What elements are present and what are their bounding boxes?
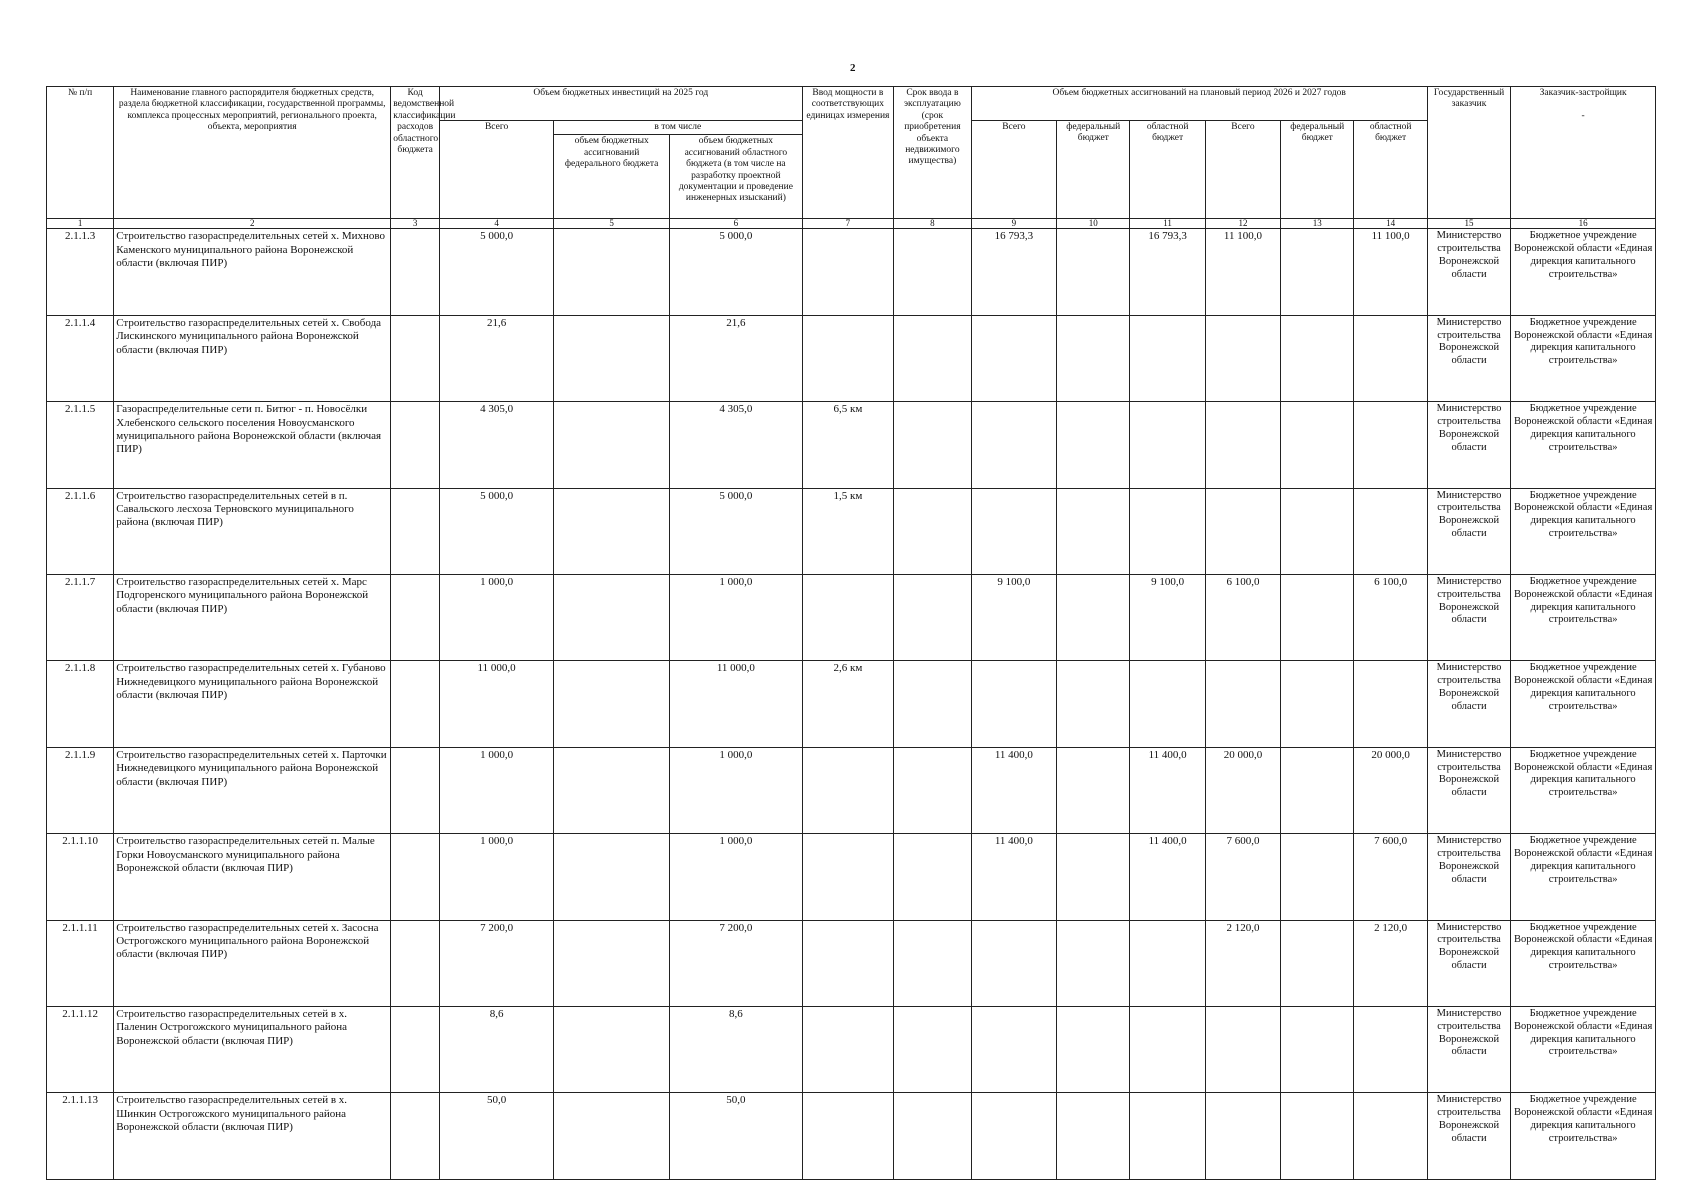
column-number: 14 — [1354, 219, 1427, 229]
capacity — [802, 1093, 894, 1180]
capacity — [802, 834, 894, 920]
row-number: 2.1.1.12 — [47, 1007, 114, 1093]
column-number: 2 — [114, 219, 391, 229]
fed-2026 — [1057, 747, 1130, 833]
reg-2026 — [1130, 1093, 1205, 1180]
total-2026: 11 400,0 — [971, 834, 1057, 920]
total-2026 — [971, 315, 1057, 401]
developer: Бюджетное учреждение Воронежской области «Единая дирекция капитального строительства» — [1511, 575, 1656, 661]
code-cell — [391, 747, 440, 833]
developer: Бюджетное учреждение Воронежской области «Единая дирекция капитального строительства» — [1511, 488, 1656, 574]
table-row — [47, 1007, 1656, 1093]
reg-2026: 11 400,0 — [1130, 834, 1205, 920]
fed-2027 — [1281, 575, 1354, 661]
reg-2027: 20 000,0 — [1354, 747, 1427, 833]
code-cell — [391, 315, 440, 401]
total-2026: 16 793,3 — [971, 229, 1057, 315]
total-2025: 1 000,0 — [440, 834, 554, 920]
customer: Министерство строительства Воронежской области — [1427, 229, 1511, 315]
reg-2025: 1 000,0 — [670, 575, 802, 661]
column-number: 8 — [894, 219, 971, 229]
column-number: 6 — [670, 219, 802, 229]
fed-2027 — [1281, 488, 1354, 574]
term — [894, 229, 971, 315]
code-cell — [391, 1093, 440, 1180]
header-customer: Государственный заказчик — [1427, 87, 1511, 219]
header-num: № п/п — [47, 87, 114, 219]
fed-2027 — [1281, 315, 1354, 401]
total-2027 — [1205, 1007, 1280, 1093]
total-2025: 1 000,0 — [440, 575, 554, 661]
column-number: 3 — [391, 219, 440, 229]
object-name: Строительство газораспределительных сетей п. Малые Горки Новоусманского муниципального района Воронежской области (включая ПИР) — [114, 834, 391, 920]
total-2026 — [971, 402, 1057, 488]
column-number: 1 — [47, 219, 114, 229]
reg-2027 — [1354, 1093, 1427, 1180]
column-number-row — [47, 219, 1656, 229]
column-number: 4 — [440, 219, 554, 229]
term — [894, 315, 971, 401]
term — [894, 488, 971, 574]
term — [894, 1093, 971, 1180]
row-number: 2.1.1.3 — [47, 229, 114, 315]
fed-2026 — [1057, 1007, 1130, 1093]
header-term: Срок ввода в эксплуатацию (срок приобретения объекта недвижимого имущества) — [894, 87, 971, 219]
total-2027 — [1205, 315, 1280, 401]
reg-2026: 9 100,0 — [1130, 575, 1205, 661]
fed-2025 — [554, 229, 670, 315]
investment-table — [46, 86, 1656, 1180]
reg-2025: 50,0 — [670, 1093, 802, 1180]
fed-2025 — [554, 402, 670, 488]
reg-2025: 21,6 — [670, 315, 802, 401]
object-name: Строительство газораспределительных сетей в х. Шинкин Острогожского муниципального района Воронежской области (включая ПИР) — [114, 1093, 391, 1180]
header-total-2025: Всего — [440, 121, 554, 219]
capacity — [802, 575, 894, 661]
row-number: 2.1.1.10 — [47, 834, 114, 920]
total-2025: 1 000,0 — [440, 747, 554, 833]
column-number: 5 — [554, 219, 670, 229]
fed-2027 — [1281, 229, 1354, 315]
header-developer-mark: - — [1581, 110, 1585, 121]
developer: Бюджетное учреждение Воронежской области «Единая дирекция капитального строительства» — [1511, 920, 1656, 1006]
reg-2027: 6 100,0 — [1354, 575, 1427, 661]
header-fed-2027: федеральный бюджет — [1281, 121, 1354, 219]
total-2025: 50,0 — [440, 1093, 554, 1180]
term — [894, 920, 971, 1006]
total-2025: 21,6 — [440, 315, 554, 401]
code-cell — [391, 488, 440, 574]
capacity — [802, 920, 894, 1006]
reg-2026 — [1130, 1007, 1205, 1093]
table-row — [47, 575, 1656, 661]
total-2026: 9 100,0 — [971, 575, 1057, 661]
capacity: 6,5 км — [802, 402, 894, 488]
total-2027: 20 000,0 — [1205, 747, 1280, 833]
table-row — [47, 402, 1656, 488]
reg-2025: 5 000,0 — [670, 488, 802, 574]
reg-2025: 4 305,0 — [670, 402, 802, 488]
page-number: 2 — [850, 62, 856, 74]
customer: Министерство строительства Воронежской области — [1427, 1093, 1511, 1180]
reg-2026 — [1130, 488, 1205, 574]
object-name: Газораспределительные сети п. Битюг - п. Новосёлки Хлебенского сельского поселения Новоусманского муниципального района Воронежской области (включая ПИР) — [114, 402, 391, 488]
fed-2026 — [1057, 488, 1130, 574]
customer: Министерство строительства Воронежской области — [1427, 834, 1511, 920]
fed-2025 — [554, 575, 670, 661]
row-number: 2.1.1.5 — [47, 402, 114, 488]
fed-2025 — [554, 1007, 670, 1093]
code-cell — [391, 402, 440, 488]
row-number: 2.1.1.11 — [47, 920, 114, 1006]
fed-2025 — [554, 834, 670, 920]
capacity — [802, 229, 894, 315]
fed-2025 — [554, 488, 670, 574]
code-cell — [391, 1007, 440, 1093]
total-2025: 7 200,0 — [440, 920, 554, 1006]
header-fed-2025: объем бюджетных ассигнований федерального бюджета — [554, 135, 670, 219]
row-number: 2.1.1.8 — [47, 661, 114, 747]
column-number: 11 — [1130, 219, 1205, 229]
reg-2025: 1 000,0 — [670, 834, 802, 920]
fed-2027 — [1281, 1093, 1354, 1180]
column-number: 9 — [971, 219, 1057, 229]
code-cell — [391, 834, 440, 920]
fed-2026 — [1057, 575, 1130, 661]
fed-2026 — [1057, 834, 1130, 920]
reg-2026 — [1130, 661, 1205, 747]
reg-2027 — [1354, 661, 1427, 747]
total-2027 — [1205, 488, 1280, 574]
column-number: 10 — [1057, 219, 1130, 229]
total-2025: 4 305,0 — [440, 402, 554, 488]
row-number: 2.1.1.7 — [47, 575, 114, 661]
header-total-2027: Всего — [1205, 121, 1280, 219]
header-code: Код ведомственной классификации расходов областного бюджета — [391, 87, 440, 219]
developer: Бюджетное учреждение Воронежской области «Единая дирекция капитального строительства» — [1511, 229, 1656, 315]
object-name: Строительство газораспределительных сетей х. Парточки Нижнедевицкого муниципального района Воронежской области (включая ПИР) — [114, 747, 391, 833]
total-2027 — [1205, 402, 1280, 488]
fed-2025 — [554, 1093, 670, 1180]
customer: Министерство строительства Воронежской области — [1427, 315, 1511, 401]
code-cell — [391, 229, 440, 315]
developer: Бюджетное учреждение Воронежской области «Единая дирекция капитального строительства» — [1511, 402, 1656, 488]
table-row — [47, 315, 1656, 401]
total-2026 — [971, 661, 1057, 747]
fed-2027 — [1281, 661, 1354, 747]
fed-2025 — [554, 315, 670, 401]
total-2026 — [971, 920, 1057, 1006]
object-name: Строительство газораспределительных сетей х. Свобода Лискинского муниципального района Воронежской области (включая ПИР) — [114, 315, 391, 401]
total-2027: 7 600,0 — [1205, 834, 1280, 920]
capacity — [802, 1007, 894, 1093]
developer: Бюджетное учреждение Воронежской области «Единая дирекция капитального строительства» — [1511, 661, 1656, 747]
developer: Бюджетное учреждение Воронежской области «Единая дирекция капитального строительства» — [1511, 834, 1656, 920]
object-name: Строительство газораспределительных сетей х. Засосна Острогожского муниципального района Воронежской области (включая ПИР) — [114, 920, 391, 1006]
object-name: Строительство газораспределительных сетей х. Губаново Нижнедевицкого муниципального района Воронежской области (включая ПИР) — [114, 661, 391, 747]
table-row — [47, 920, 1656, 1006]
term — [894, 747, 971, 833]
customer: Министерство строительства Воронежской области — [1427, 1007, 1511, 1093]
table-row — [47, 747, 1656, 833]
fed-2027 — [1281, 747, 1354, 833]
total-2027: 6 100,0 — [1205, 575, 1280, 661]
reg-2025: 5 000,0 — [670, 229, 802, 315]
total-2026 — [971, 488, 1057, 574]
table-row — [47, 834, 1656, 920]
fed-2027 — [1281, 834, 1354, 920]
row-number: 2.1.1.9 — [47, 747, 114, 833]
reg-2025: 8,6 — [670, 1007, 802, 1093]
header-in-that: в том числе — [554, 121, 802, 135]
total-2026 — [971, 1093, 1057, 1180]
total-2026 — [971, 1007, 1057, 1093]
fed-2027 — [1281, 402, 1354, 488]
header-developer-label: Заказчик-застройщик — [1539, 88, 1627, 98]
total-2027: 11 100,0 — [1205, 229, 1280, 315]
reg-2026 — [1130, 920, 1205, 1006]
reg-2026 — [1130, 402, 1205, 488]
term — [894, 661, 971, 747]
total-2025: 8,6 — [440, 1007, 554, 1093]
fed-2027 — [1281, 920, 1354, 1006]
reg-2026: 11 400,0 — [1130, 747, 1205, 833]
capacity — [802, 315, 894, 401]
total-2026: 11 400,0 — [971, 747, 1057, 833]
header-group-2025: Объем бюджетных инвестиций на 2025 год — [440, 87, 803, 121]
capacity — [802, 747, 894, 833]
reg-2026 — [1130, 315, 1205, 401]
customer: Министерство строительства Воронежской области — [1427, 402, 1511, 488]
reg-2027 — [1354, 402, 1427, 488]
developer: Бюджетное учреждение Воронежской области «Единая дирекция капитального строительства» — [1511, 747, 1656, 833]
column-number: 15 — [1427, 219, 1511, 229]
header-name: Наименование главного распорядителя бюджетных средств, раздела бюджетной классификации, государственной программы, комплекса процессных мероприятий, регионального проекта, объекта, мероприятия — [114, 87, 391, 219]
total-2027: 2 120,0 — [1205, 920, 1280, 1006]
fed-2025 — [554, 661, 670, 747]
header-reg-2027: областной бюджет — [1354, 121, 1427, 219]
developer: Бюджетное учреждение Воронежской области «Единая дирекция капитального строительства» — [1511, 315, 1656, 401]
object-name: Строительство газораспределительных сетей х. Марс Подгоренского муниципального района Воронежской области (включая ПИР) — [114, 575, 391, 661]
table-body — [47, 229, 1656, 1180]
column-number: 7 — [802, 219, 894, 229]
fed-2026 — [1057, 402, 1130, 488]
total-2025: 5 000,0 — [440, 229, 554, 315]
table-header — [47, 87, 1656, 229]
fed-2025 — [554, 747, 670, 833]
code-cell — [391, 575, 440, 661]
header-capacity: Ввод мощности в соответствующих единицах измерения — [802, 87, 894, 219]
reg-2027: 7 600,0 — [1354, 834, 1427, 920]
code-cell — [391, 661, 440, 747]
header-reg-2026: областной бюджет — [1130, 121, 1205, 219]
reg-2027 — [1354, 315, 1427, 401]
object-name: Строительство газораспределительных сетей х. Михново Каменского муниципального района Воронежской области (включая ПИР) — [114, 229, 391, 315]
reg-2025: 7 200,0 — [670, 920, 802, 1006]
table-row — [47, 488, 1656, 574]
reg-2027: 2 120,0 — [1354, 920, 1427, 1006]
reg-2027 — [1354, 488, 1427, 574]
row-number: 2.1.1.13 — [47, 1093, 114, 1180]
total-2027 — [1205, 1093, 1280, 1180]
column-number: 16 — [1511, 219, 1656, 229]
reg-2027 — [1354, 1007, 1427, 1093]
column-number: 12 — [1205, 219, 1280, 229]
reg-2027: 11 100,0 — [1354, 229, 1427, 315]
capacity: 1,5 км — [802, 488, 894, 574]
header-group-plan: Объем бюджетных ассигнований на плановый период 2026 и 2027 годов — [971, 87, 1427, 121]
fed-2025 — [554, 920, 670, 1006]
table-row — [47, 661, 1656, 747]
row-number: 2.1.1.6 — [47, 488, 114, 574]
customer: Министерство строительства Воронежской области — [1427, 575, 1511, 661]
total-2025: 11 000,0 — [440, 661, 554, 747]
customer: Министерство строительства Воронежской области — [1427, 920, 1511, 1006]
fed-2027 — [1281, 1007, 1354, 1093]
term — [894, 1007, 971, 1093]
row-number: 2.1.1.4 — [47, 315, 114, 401]
table-row — [47, 229, 1656, 315]
object-name: Строительство газораспределительных сетей в п. Савальского лесхоза Терновского муниципального района (включая ПИР) — [114, 488, 391, 574]
customer: Министерство строительства Воронежской области — [1427, 661, 1511, 747]
table-row — [47, 1093, 1656, 1180]
customer: Министерство строительства Воронежской области — [1427, 488, 1511, 574]
object-name: Строительство газораспределительных сетей в х. Паленин Острогожского муниципального района Воронежской области (включая ПИР) — [114, 1007, 391, 1093]
reg-2025: 1 000,0 — [670, 747, 802, 833]
code-cell — [391, 920, 440, 1006]
capacity: 2,6 км — [802, 661, 894, 747]
header-total-2026: Всего — [971, 121, 1057, 219]
fed-2026 — [1057, 1093, 1130, 1180]
fed-2026 — [1057, 229, 1130, 315]
term — [894, 402, 971, 488]
term — [894, 834, 971, 920]
developer: Бюджетное учреждение Воронежской области «Единая дирекция капитального строительства» — [1511, 1007, 1656, 1093]
reg-2025: 11 000,0 — [670, 661, 802, 747]
customer: Министерство строительства Воронежской области — [1427, 747, 1511, 833]
developer: Бюджетное учреждение Воронежской области «Единая дирекция капитального строительства» — [1511, 1093, 1656, 1180]
total-2025: 5 000,0 — [440, 488, 554, 574]
fed-2026 — [1057, 315, 1130, 401]
header-fed-2026: федеральный бюджет — [1057, 121, 1130, 219]
total-2027 — [1205, 661, 1280, 747]
term — [894, 575, 971, 661]
reg-2026: 16 793,3 — [1130, 229, 1205, 315]
fed-2026 — [1057, 920, 1130, 1006]
fed-2026 — [1057, 661, 1130, 747]
column-number: 13 — [1281, 219, 1354, 229]
header-reg-2025: объем бюджетных ассигнований областного бюджета (в том числе на разработку проектной документации и проведение инженерных изысканий) — [670, 135, 802, 219]
header-developer — [1511, 87, 1656, 219]
